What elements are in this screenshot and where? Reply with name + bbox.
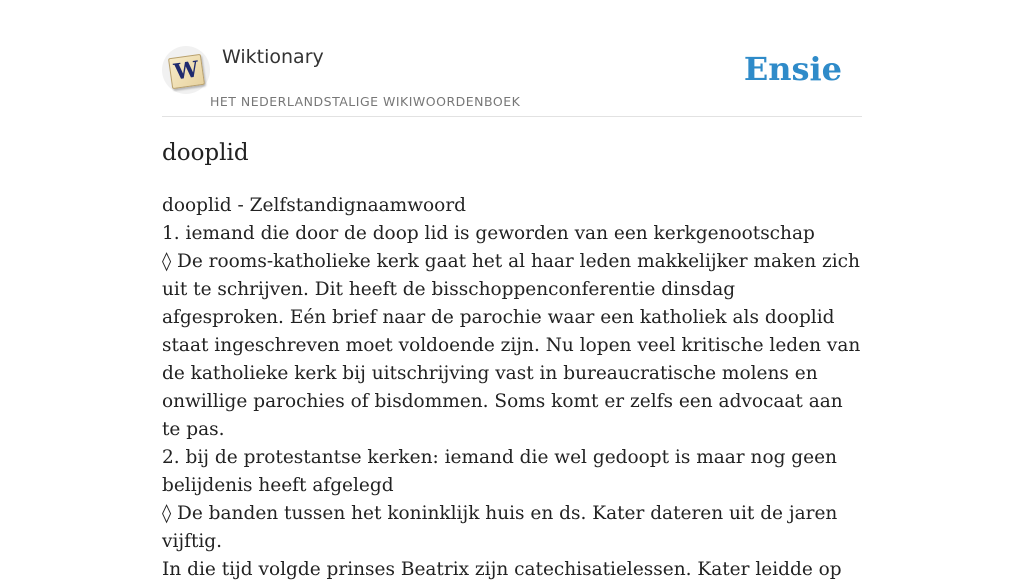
page-title: dooplid — [162, 140, 249, 166]
logo-tile-icon: W — [168, 54, 205, 89]
entry-content — [162, 192, 862, 584]
example-2: ◊ De banden tussen het koninklijk huis en ds. Kater dateren uit de jaren vijftig. — [162, 503, 838, 552]
part-of-speech-line: dooplid - Zelfstandignaamwoord — [162, 195, 467, 216]
example-2-continued: In die tijd volgde prinses Beatrix zijn catechisatielessen. Kater leidde op — [162, 559, 842, 580]
definition-1: 1. iemand die door de doop lid is geworden van een kerkgenootschap — [162, 223, 815, 244]
site-subtitle: HET NEDERLANDSTALIGE WIKIWOORDENBOEK — [210, 94, 521, 109]
definition-2: 2. bij de protestantse kerken: iemand die wel gedoopt is maar nog geen belijdenis heeft afgelegd — [162, 447, 837, 496]
example-1: ◊ De rooms-katholieke kerk gaat het al haar leden makkelijker maken zich uit te schrijven. Dit heeft de bisschoppenconferentie dinsdag afgesproken. Eén brief naar de parochie waar een katholiek als dooplid staat ingeschreven moet voldoende zijn. Nu lopen veel kritische leden van de katholieke kerk bij uitschrijving vast in bureaucratische molens en onwillige parochies of bisdommen. Soms komt er zelfs een advocaat aan te pas. — [162, 251, 861, 440]
header — [162, 0, 862, 117]
wiktionary-logo[interactable] — [162, 46, 210, 94]
ensie-brand-logo[interactable]: Ensie — [743, 50, 842, 88]
site-name[interactable]: Wiktionary — [222, 46, 324, 68]
page — [162, 0, 862, 580]
